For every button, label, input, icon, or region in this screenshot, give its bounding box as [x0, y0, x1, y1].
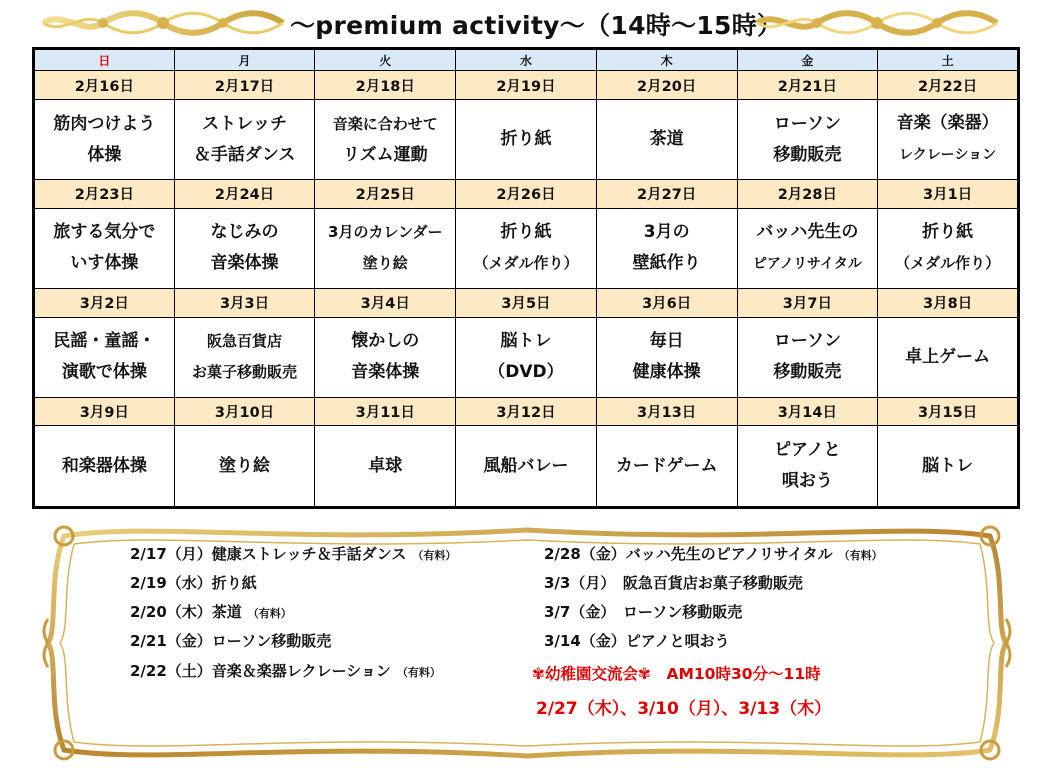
activity-line: 茶道 [649, 129, 684, 150]
activity-line: バッハ先生の [756, 221, 859, 242]
activity-cell [174, 317, 315, 397]
activity-line: 折り紙 [500, 129, 552, 150]
activity-line: 唄おう [781, 471, 833, 492]
note-item [544, 572, 809, 593]
date-cell: 3月14日 [737, 398, 878, 426]
page-title: ～premium activity～（14時～15時） [290, 11, 783, 40]
gold-ornament-left-icon [38, 8, 288, 38]
activity-cell [315, 99, 456, 179]
activity-cell [34, 426, 175, 508]
date-cell: 2月18日 [315, 71, 456, 99]
note-text: 2/20（木）茶道 [130, 603, 242, 621]
activity-line: ストレッチ [202, 113, 287, 134]
note-text: 2/28（金）バッハ先生のピアノリサイタル [544, 545, 833, 563]
note-text: 2/19（水）折り紙 [130, 574, 257, 592]
activity-cell [34, 99, 175, 179]
activity-cell [456, 426, 597, 508]
note-item [130, 543, 456, 564]
activity-cell [878, 208, 1019, 288]
weekday-mon: 月 [174, 49, 315, 71]
activity-line: （メダル作り） [473, 254, 579, 273]
activity-line: お菓子移動販売 [192, 363, 298, 382]
activity-cell [878, 426, 1019, 508]
note-text: 3/7（金） ローソン移動販売 [544, 603, 743, 621]
date-cell: 3月15日 [878, 398, 1019, 426]
activity-line: （DVD） [488, 362, 564, 383]
activity-row [34, 317, 1019, 397]
date-cell: 2月21日 [737, 71, 878, 99]
header [0, 0, 1052, 46]
activity-line: 3月の [643, 222, 690, 243]
note-text: 2/21（金）ローソン移動販売 [130, 632, 332, 650]
activity-line: 移動販売 [773, 144, 842, 165]
activity-line: カードゲーム [615, 455, 718, 476]
activity-line: 風船バレー [483, 455, 569, 476]
activity-cell [315, 208, 456, 288]
activity-line: いす体操 [70, 253, 139, 274]
activity-line: 音楽体操 [210, 253, 279, 274]
activity-line: 音楽体操 [351, 362, 420, 383]
activity-line: ピアノリサイタル [752, 255, 862, 272]
date-cell: 3月9日 [34, 398, 175, 426]
date-cell: 3月5日 [456, 289, 597, 317]
activity-cell [596, 426, 737, 508]
note-item [130, 601, 292, 622]
date-cell: 2月19日 [456, 71, 597, 99]
activity-row [34, 208, 1019, 288]
activity-line: 卓上ゲーム [905, 346, 991, 367]
note-item [130, 572, 263, 593]
activity-cell [315, 317, 456, 397]
activity-cell [878, 99, 1019, 179]
paid-tag: （有料） [247, 607, 292, 620]
weekday-tue: 火 [315, 49, 456, 71]
date-cell: 3月4日 [315, 289, 456, 317]
date-cell: 2月27日 [596, 180, 737, 208]
note-item [544, 543, 883, 564]
activity-line: リズム運動 [342, 144, 428, 165]
activity-line: 3月のカレンダー [328, 223, 443, 242]
gold-ornament-right-icon [752, 8, 1002, 38]
activity-line: 毎日 [649, 331, 684, 352]
activity-line: 和楽器体操 [61, 455, 147, 476]
date-cell: 3月8日 [878, 289, 1019, 317]
note-text: 3/14（金）ピアノと唄おう [544, 632, 730, 650]
activity-line: ローソン [773, 113, 842, 134]
activity-line: 筋肉つけよう [53, 113, 156, 134]
date-cell: 2月26日 [456, 180, 597, 208]
activity-line: 体操 [87, 144, 122, 165]
weekday-sun: 日 [34, 49, 175, 71]
activity-cell [456, 99, 597, 179]
date-cell: 3月10日 [174, 398, 315, 426]
date-cell: 3月12日 [456, 398, 597, 426]
activity-cell [737, 208, 878, 288]
activity-calendar [32, 47, 1020, 509]
weekday-sat: 土 [878, 49, 1019, 71]
paid-tag: （有料） [838, 549, 883, 562]
date-cell: 2月23日 [34, 180, 175, 208]
note-item [130, 630, 337, 651]
activity-line: 阪急百貨店 [207, 332, 283, 351]
activity-cell [174, 99, 315, 179]
activity-cell [737, 99, 878, 179]
note-item [544, 601, 748, 622]
activity-line: 卓球 [368, 455, 403, 476]
activity-line: なじみの [210, 222, 279, 243]
activity-line: 壁紙作り [632, 253, 701, 274]
activity-line: 演歌で体操 [61, 362, 147, 383]
note-text: 2/22（土）音楽＆楽器レクレーション [130, 662, 391, 680]
paid-tag: （有料） [396, 666, 441, 679]
activity-line: ＆手話ダンス [193, 144, 296, 165]
weekday-wed: 水 [456, 49, 597, 71]
activity-line: レクレーション [899, 147, 997, 164]
date-cell: 3月3日 [174, 289, 315, 317]
activity-cell [315, 426, 456, 508]
date-cell: 2月16日 [34, 71, 175, 99]
activity-line: （メダル作り） [895, 254, 1001, 273]
date-cell: 2月25日 [315, 180, 456, 208]
activity-cell [34, 317, 175, 397]
date-cell: 2月20日 [596, 71, 737, 99]
activity-cell [456, 208, 597, 288]
date-row [34, 180, 1019, 208]
activity-line: 音楽（楽器） [896, 113, 999, 134]
activity-line: 懐かしの [351, 331, 420, 352]
weekday-header-row [34, 49, 1019, 71]
activity-line: 折り紙 [922, 222, 974, 243]
activity-cell [596, 208, 737, 288]
kindergarten-exchange-dates: 2/27（木）、3/10（月）、3/13（木） [536, 699, 832, 719]
date-row [34, 71, 1019, 99]
note-item [130, 660, 441, 681]
date-cell: 3月1日 [878, 180, 1019, 208]
date-cell: 3月2日 [34, 289, 175, 317]
activity-cell [456, 317, 597, 397]
activity-cell [596, 317, 737, 397]
activity-line: 脳トレ [922, 455, 974, 476]
date-cell: 2月17日 [174, 71, 315, 99]
date-cell: 3月13日 [596, 398, 737, 426]
activity-line: 民謡・童謡・ [53, 331, 156, 352]
activity-cell [878, 317, 1019, 397]
weekday-fri: 金 [737, 49, 878, 71]
kindergarten-exchange-title: ✾幼稚園交流会✾ AM10時30分～11時 [532, 665, 821, 683]
note-text: 2/17（月）健康ストレッチ＆手話ダンス [130, 545, 407, 563]
activity-line: 折り紙 [500, 222, 552, 243]
note-item [544, 630, 736, 651]
activity-cell [34, 208, 175, 288]
activity-line: 脳トレ [500, 331, 552, 352]
date-cell: 3月7日 [737, 289, 878, 317]
activity-cell [737, 426, 878, 508]
activity-line: 旅する気分で [53, 222, 156, 243]
paid-tag: （有料） [412, 549, 457, 562]
weekday-thu: 木 [596, 49, 737, 71]
activity-line: 塗り絵 [362, 254, 408, 273]
activity-line: ピアノと [774, 440, 841, 461]
activity-cell [174, 208, 315, 288]
activity-line: 音楽に合わせて [332, 114, 438, 133]
date-row [34, 289, 1019, 317]
activity-cell [596, 99, 737, 179]
activity-line: 塗り絵 [219, 455, 271, 476]
date-cell: 2月24日 [174, 180, 315, 208]
date-cell: 2月22日 [878, 71, 1019, 99]
activity-row [34, 426, 1019, 508]
date-cell: 3月11日 [315, 398, 456, 426]
date-cell: 3月6日 [596, 289, 737, 317]
activity-line: ローソン [773, 331, 842, 352]
activity-row [34, 99, 1019, 179]
note-text: 3/3（月） 阪急百貨店お菓子移動販売 [544, 574, 803, 592]
activity-cell [737, 317, 878, 397]
date-row [34, 398, 1019, 426]
activity-cell [174, 426, 315, 508]
activity-line: 健康体操 [632, 362, 701, 383]
activity-line: 移動販売 [773, 362, 842, 383]
date-cell: 2月28日 [737, 180, 878, 208]
